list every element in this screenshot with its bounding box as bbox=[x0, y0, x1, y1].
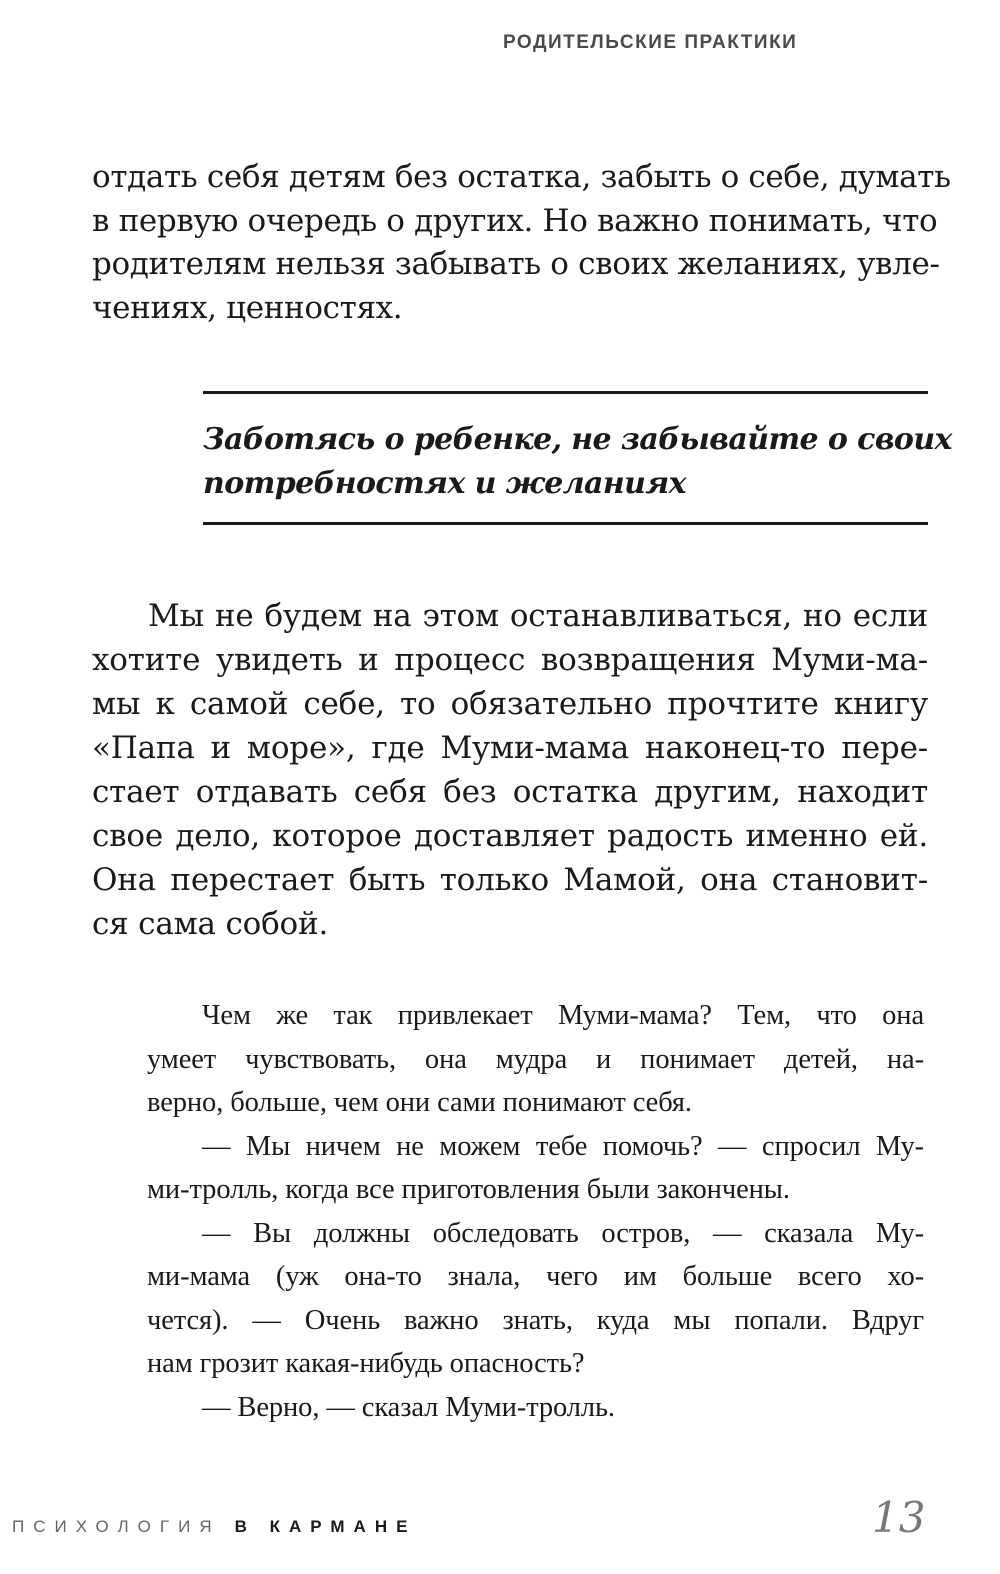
text-line: хотите увидеть и процесс возвращения Муми-ма- bbox=[92, 642, 928, 678]
text-line: «Папа и море», где Муми-мама наконец-то пере- bbox=[92, 730, 928, 766]
text-line: мы к самой себе, то обязательно прочтите книгу bbox=[92, 686, 928, 722]
text-line: Она перестает быть только Мамой, она становит- bbox=[92, 862, 928, 898]
series-title-light: ПСИХОЛОГИЯ bbox=[12, 1517, 221, 1536]
text-line: чениях, ценностях. bbox=[92, 290, 403, 327]
text-line: отдать себя детям без остатка, забыть о себе, думать bbox=[92, 159, 951, 195]
series-title bbox=[12, 1517, 416, 1537]
book-excerpt bbox=[147, 994, 924, 1429]
callout-quote bbox=[203, 418, 952, 506]
callout-bottom-rule bbox=[203, 522, 928, 525]
callout-top-rule bbox=[203, 391, 928, 394]
body-paragraph-2 bbox=[92, 594, 928, 946]
excerpt-line: — Мы ничем не можем тебе помочь? — спросил Му- bbox=[202, 1130, 924, 1162]
excerpt-line: — Вы должны обследовать остров, — сказала Му- bbox=[202, 1217, 924, 1249]
text-line: родителям нельзя забывать о своих желаниях, увле- bbox=[92, 246, 940, 283]
running-head: РОДИТЕЛЬСКИЕ ПРАКТИКИ bbox=[503, 32, 798, 53]
text-line: стает отдавать себя без остатка другим, находит bbox=[92, 774, 928, 810]
excerpt-line: — Верно, — сказал Муми-тролль. bbox=[202, 1391, 615, 1423]
text-line: в первую очередь о других. Но важно понимать, что bbox=[92, 202, 938, 239]
excerpt-line: нам грозит какая-нибудь опасность? bbox=[147, 1348, 585, 1379]
callout-line: Заботясь о ребенке, не забывайте о своих bbox=[203, 422, 952, 457]
excerpt-line: Чем же так привлекает Муми-мама? Тем, что она bbox=[202, 1000, 924, 1031]
text-line: ся сама собой. bbox=[92, 906, 329, 942]
excerpt-line: умеет чувствовать, она мудра и понимает детей, на- bbox=[147, 1043, 924, 1075]
excerpt-line: ми-мама (уж она-то знала, чего им больше всего хо- bbox=[147, 1261, 924, 1292]
excerpt-line: чется). — Очень важно знать, куда мы попали. Вдруг bbox=[147, 1304, 924, 1336]
callout-line: потребностях и желаниях bbox=[203, 466, 686, 501]
excerpt-line: ми-тролль, когда все приготовления были закончены. bbox=[147, 1174, 790, 1205]
page-number: 13 bbox=[872, 1493, 926, 1542]
text-line: свое дело, которое доставляет радость именно ей. bbox=[92, 818, 928, 854]
series-title-bold: В КАРМАНЕ bbox=[234, 1517, 417, 1536]
excerpt-line: верно, больше, чем они сами понимают себя. bbox=[147, 1087, 692, 1118]
body-paragraph-1 bbox=[92, 156, 951, 331]
text-line: Мы не будем на этом останавливаться, но если bbox=[148, 598, 928, 634]
